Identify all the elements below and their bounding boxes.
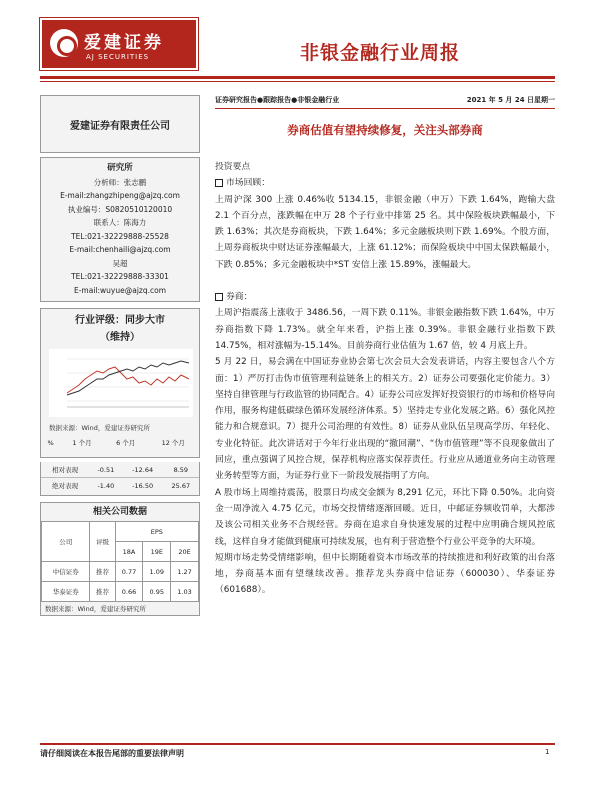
analyst-line: E-mail:zhangzhipeng@ajzq.com [60,191,180,200]
header-rule [40,76,555,79]
broker-paragraph: 5 月 22 日，易会满在中国证券业协会第七次会员大会发表讲话，内容主要包含八个方面：1）严厉打击伪市值管理利益链条上的相关方。2）证券公司要强化定价能力。3）坚持自律管理与行政监管的协同配合。4）证券公司应发挥好投资银行的市场和价格导向作用，服务构建低碳绿色循环发展经济体系。5）坚持走专业化发展之路。6）强化风控能力和合规意识。7）提升公司治理的有效性。8）证券从业队伍呈现高学历、年轻化、专业化特征。此次讲话对于今年行业出现的“撤回潮”、“伪市值管理”等不良现象做出了回应，重点强调了风控合规，保荐机构应落实保荐责任。行业应从通道业务向主动管理业务转型等方面，为证券行业下一阶段发展指明了方向。 [215,357,555,482]
eps-table [41,521,199,602]
sidebar [40,95,200,616]
analyst-line: E-mail:wuyue@ajzq.com [73,285,166,295]
table-cell: 8.59 [173,465,189,474]
table-cell: -0.51 [97,465,115,474]
table-cell: 1.27 [171,562,199,582]
report-meta [215,95,555,109]
performance-header-row [41,435,199,450]
analyst-line: TEL:021-32229888-25528 [71,231,169,241]
performance-rows-box [40,462,200,496]
analyst-line: 联系人：陈海力 [93,218,147,227]
table-cell: -1.40 [89,478,122,494]
perf-header: % [47,438,54,447]
table-cell: 0.95 [143,582,171,602]
page-number: 1 [545,748,550,756]
report-title: 非银金融行业周报 [300,42,461,64]
analyst-box [40,157,200,302]
performance-table [41,435,199,450]
logo-cn: 爱建证券 [84,33,164,53]
table-cell: 相对表现 [52,466,79,474]
rating-box [40,308,200,458]
broker-heading [215,289,555,305]
table-cell: -16.50 [123,478,163,494]
analyst-line: TEL:021-32229888-33301 [71,272,169,281]
main-content [215,95,555,599]
market-review-label: 市场回顾： [226,178,270,189]
perf-header: 12 个月 [161,439,185,447]
research-dept-heading: 研究所 [107,163,133,173]
analyst-line: E-mail:chenhaili@ajzq.com [69,245,171,254]
rating-line2: （维持） [100,332,140,343]
company-logo [40,18,198,70]
table-cell: 0.66 [115,582,143,602]
table-header: 公司 [42,522,90,562]
perf-header: 6 个月 [116,439,136,447]
industry-rating [41,309,199,346]
table-cell: -12.64 [132,465,154,474]
broker-paragraph: A 股市场上周维持震荡，股票日均成交金额为 8,291 亿元，环比下降 0.50%。北向资金一周净流入 4.75 亿元，市场交投情绪逐渐回暖。近日，中邮证券频收罚单，大都涉及该公司相关业务不合规经营。券商在追求自身快速发展的过程中应明确合规风控底线，这样自身才能做到健康可持续发展，也有利于营造整个行业公平竞争的大环境。 [215,487,555,547]
table-row [41,478,199,494]
table-cell: 绝对表现 [41,478,89,494]
table-cell: 华泰证券 [42,582,90,602]
checkbox-bullet-icon [215,293,223,301]
chart-source: 数据来源：Wind，爱建证券研究所 [49,424,150,432]
table-cell: 0.77 [115,562,143,582]
table-header: 18A [115,542,143,562]
report-date: 2021 年 5 月 24 日星期一 [466,96,555,104]
analyst-line: 分析师：张志鹏 [93,177,147,187]
legal-notice: 请仔细阅读在本报告尾部的重要法律声明 [40,749,184,758]
table-cell: 推荐 [90,582,115,602]
checkbox-bullet-icon [215,179,223,187]
table-row [41,462,199,478]
related-source: 数据来源：Wind，爱建证券研究所 [45,605,146,613]
rating-line1: 行业评级：同步大市 [75,315,165,326]
highlights-title: 投资要点 [215,162,251,172]
perf-header: 1 个月 [72,439,92,447]
table-cell: 推荐 [90,562,115,582]
footer-rule [40,743,555,745]
table-header: EPS [115,522,198,542]
table-row [42,562,199,582]
market-review-text: 上周沪深 300 上涨 0.46%收 5134.15，非银金融（申万）下跌 1.64%，跑输大盘 2.1 个百分点，涨跌幅在申万 28 个子行业中排第 25 名。其中保险板块跌幅最小，下跌 1.63%；其次是券商板块，下跌 1.64%；多元金融板块则下跌 1.69%。个股方面，上周券商板块中财达证券涨幅最大，上涨 61.12%；而保险板块中中国太保跌幅最小，下跌 0.85%；多元金融板块中*ST 安信上涨 15.89%，涨幅最大。 [215,194,555,270]
table-cell: 中信证券 [42,562,90,582]
company-name: 爱建证券有限责任公司 [70,120,170,132]
report-tags: 证券研究报告●跟踪报告●非银金融行业 [215,96,340,104]
table-cell: 25.67 [163,478,199,494]
table-cell: 1.09 [143,562,171,582]
broker-label: 券商： [226,292,253,303]
table-row [42,522,199,542]
broker-paragraph: 上周沪指震荡上涨收于 3486.56，一周下跌 0.11%。非银金融指数下跌 1.64%，中万券商指数下降 1.73%。就全年来看，沪指上涨 0.39%。非银金融行业指数下跌 14.75%，相对涨幅为-15.14%。目前券商行业估值为 1.67 倍，较 4 月底上升。 [215,308,555,351]
broker-paragraph: 短期市场走势受情绪影响，但中长期随着资本市场改革的持续推进和利好政策的出台落地，券商基本面有望继续改善。推荐龙头券商中信证券（600030）、华泰证券（601688）。 [215,552,555,596]
table-header: 19E [143,542,171,562]
table-cell: 1.03 [171,582,199,602]
related-companies-box [40,502,200,616]
company-name-box [40,95,200,153]
analyst-line: 吴超 [112,258,128,268]
logo-mark-icon [50,29,78,57]
performance-rows [41,462,199,493]
header-rule-thin [40,81,555,82]
headline: 券商估值有望持续修复，关注头部券商 [287,123,483,137]
relative-performance-chart [49,349,193,417]
table-header: 20E [171,542,199,562]
table-row [42,582,199,602]
related-title: 相关公司数据 [92,507,147,517]
table-header: 评级 [90,522,115,562]
market-review-heading [215,175,555,191]
analyst-line: 执业编号：S0820510120010 [67,204,173,214]
highlights [215,159,555,599]
logo-en: AJ SECURITIES [86,53,150,61]
